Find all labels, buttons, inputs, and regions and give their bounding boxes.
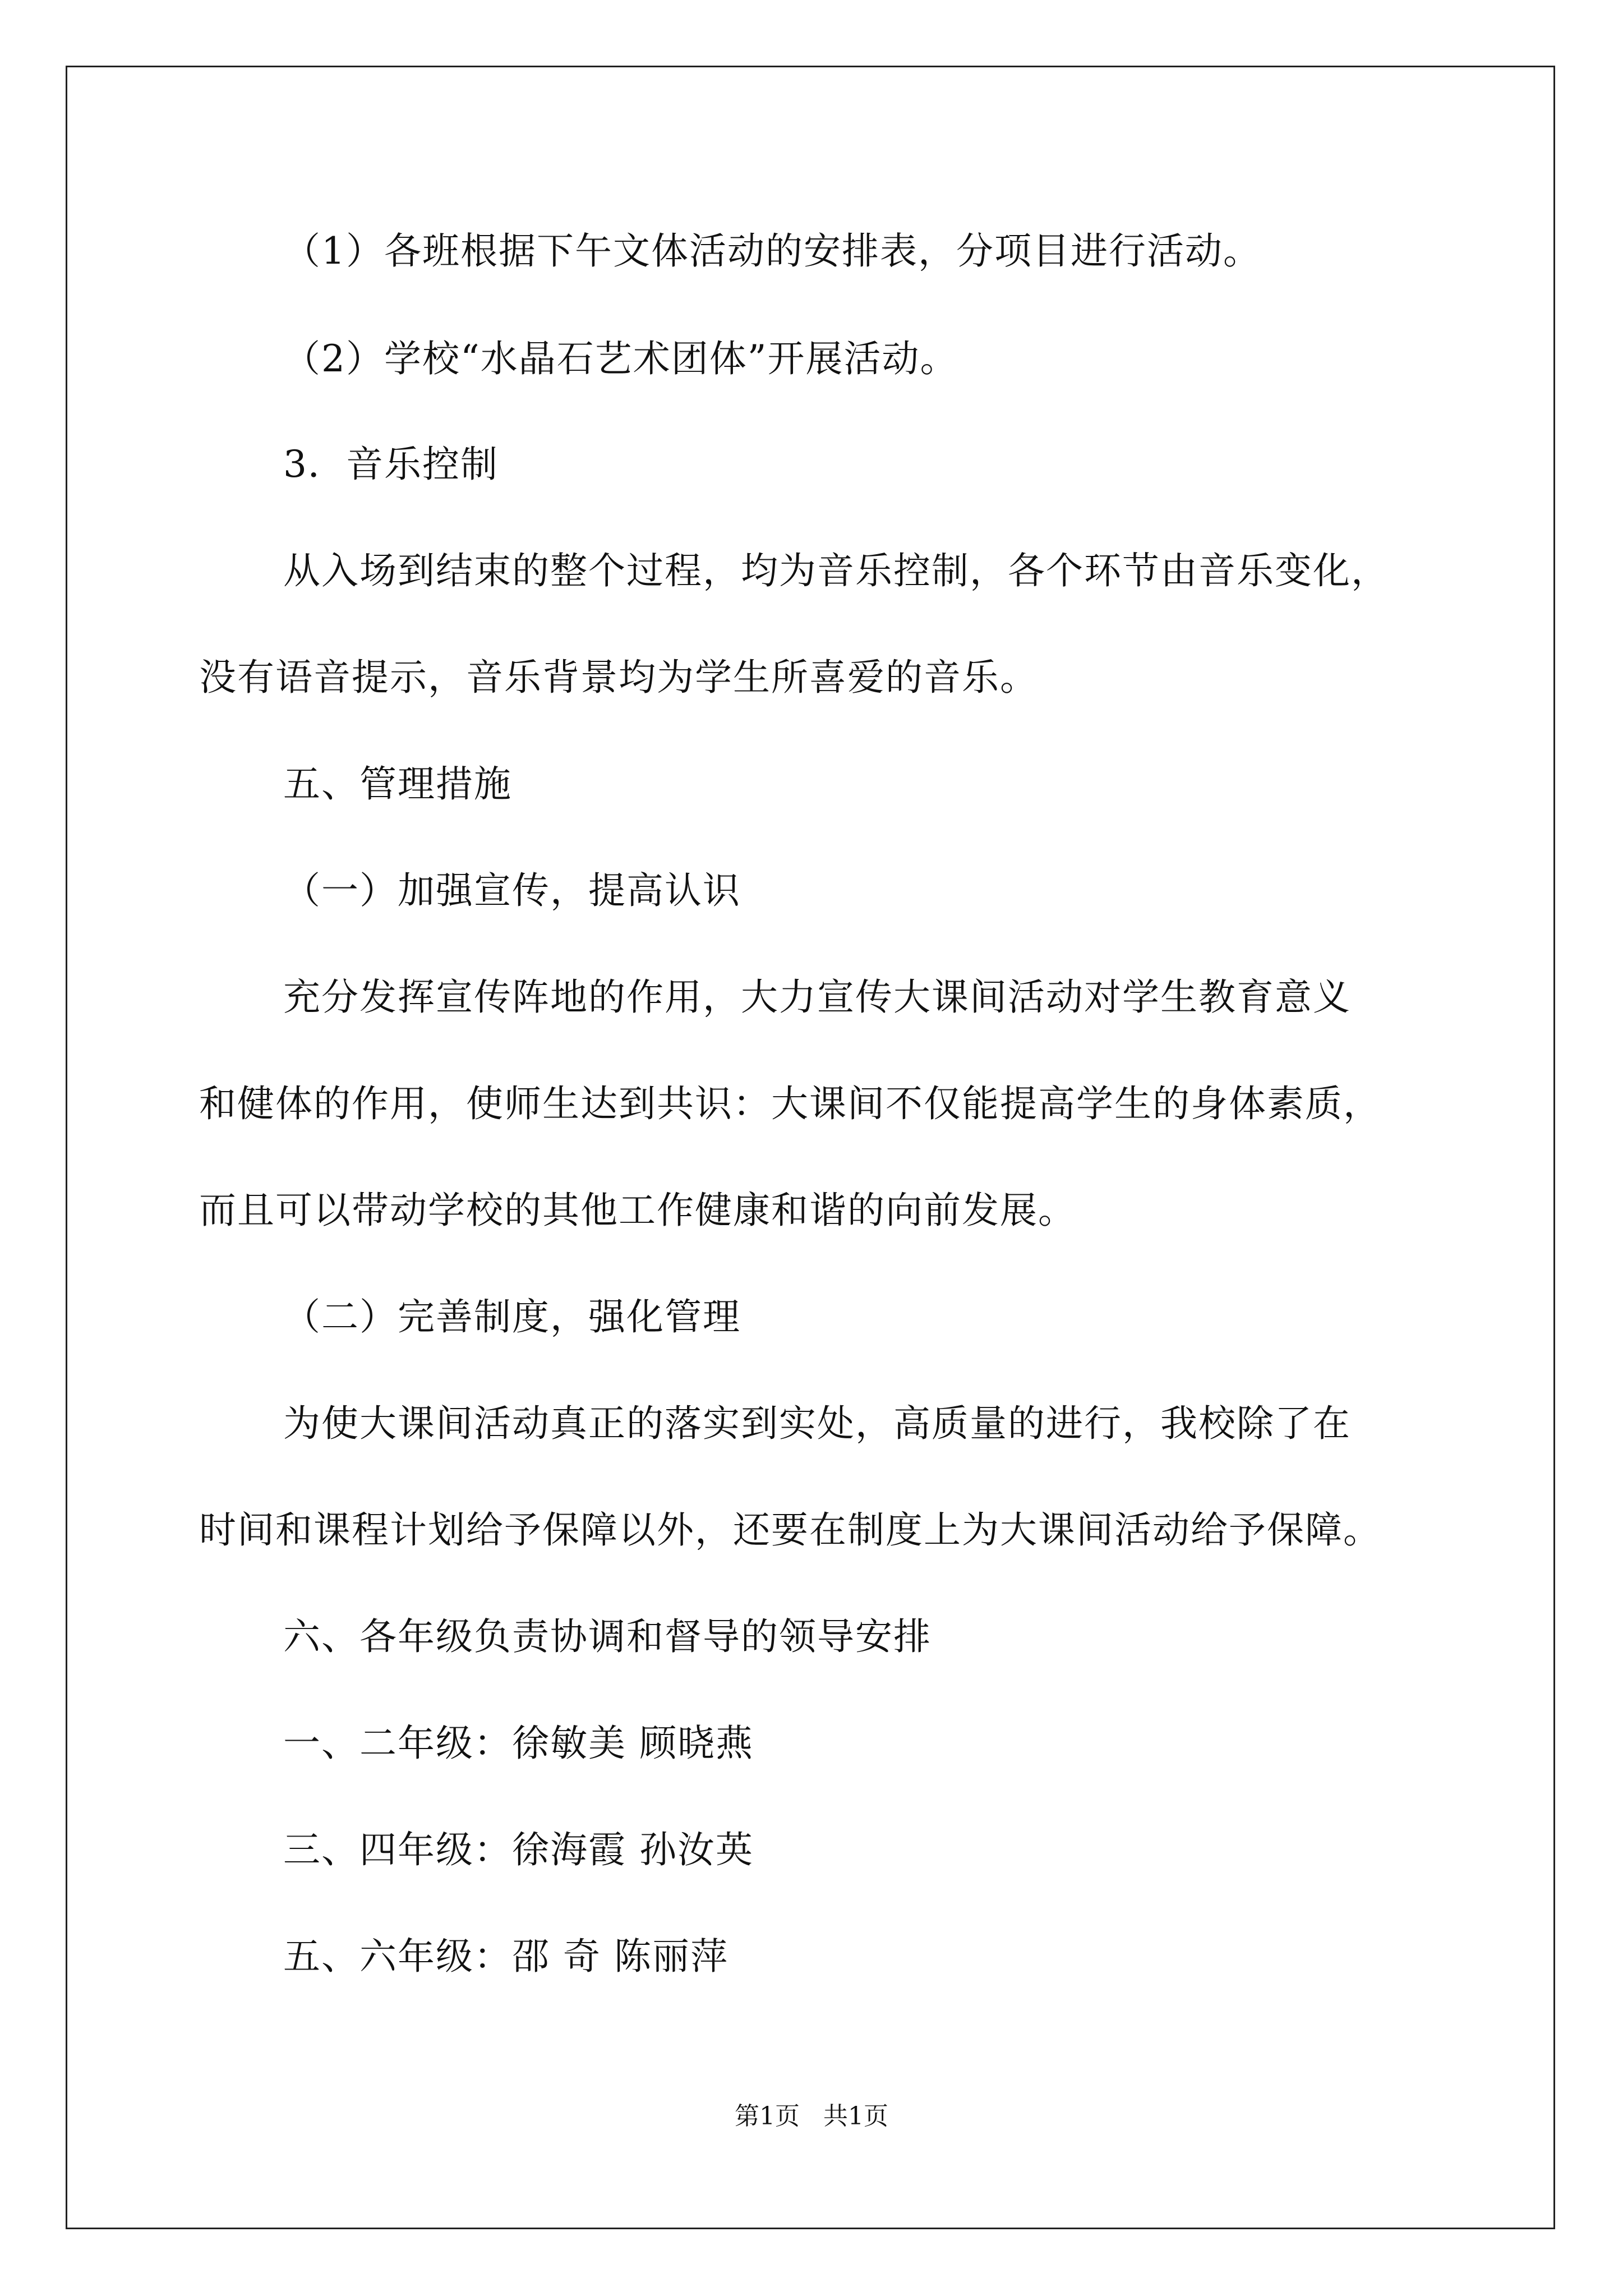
paragraph-line: 而且可以带动学校的其他工作健康和谐的向前发展。 (199, 1189, 1076, 1232)
page-number: 第1页 (735, 2102, 800, 2131)
page-border (66, 66, 1555, 2229)
paragraph-line: 没有语音提示，音乐背景均为学生所喜爱的音乐。 (199, 656, 1038, 699)
paragraph-line: （1）各班根据下午文体活动的安排表，分项目进行活动。 (283, 229, 1261, 273)
paragraph-line: 时间和课程计划给予保障以外，还要在制度上为大课间活动给予保障。 (199, 1508, 1381, 1552)
page-total: 共1页 (823, 2102, 888, 2131)
page-footer (0, 2101, 1623, 2132)
paragraph-line: 充分发挥宣传阵地的作用，大力宣传大课间活动对学生教育意义 (283, 976, 1351, 1019)
paragraph-line: 五、六年级：邵 奇 陈丽萍 (283, 1935, 728, 1978)
paragraph-line: 为使大课间活动真正的落实到实处，高质量的进行，我校除了在 (283, 1402, 1351, 1445)
section-heading: 3．音乐控制 (283, 443, 499, 486)
paragraph-line: 一、二年级：徐敏美 顾晓燕 (283, 1722, 754, 1765)
section-heading: 五、管理措施 (283, 762, 512, 806)
subsection-heading: （二）完善制度，强化管理 (283, 1295, 741, 1338)
paragraph-line: 从入场到结束的整个过程，均为音乐控制，各个环节由音乐变化， (283, 549, 1389, 592)
paragraph-line: 三、四年级：徐海霞 孙汝英 (283, 1828, 754, 1871)
section-heading: 六、各年级负责协调和督导的领导安排 (283, 1615, 932, 1658)
paragraph-line: 和健体的作用，使师生达到共识：大课间不仅能提高学生的身体素质， (199, 1082, 1381, 1125)
paragraph-line: （2）学校“水晶石艺术团体”开展活动。 (283, 337, 958, 380)
subsection-heading: （一）加强宣传，提高认识 (283, 869, 741, 912)
